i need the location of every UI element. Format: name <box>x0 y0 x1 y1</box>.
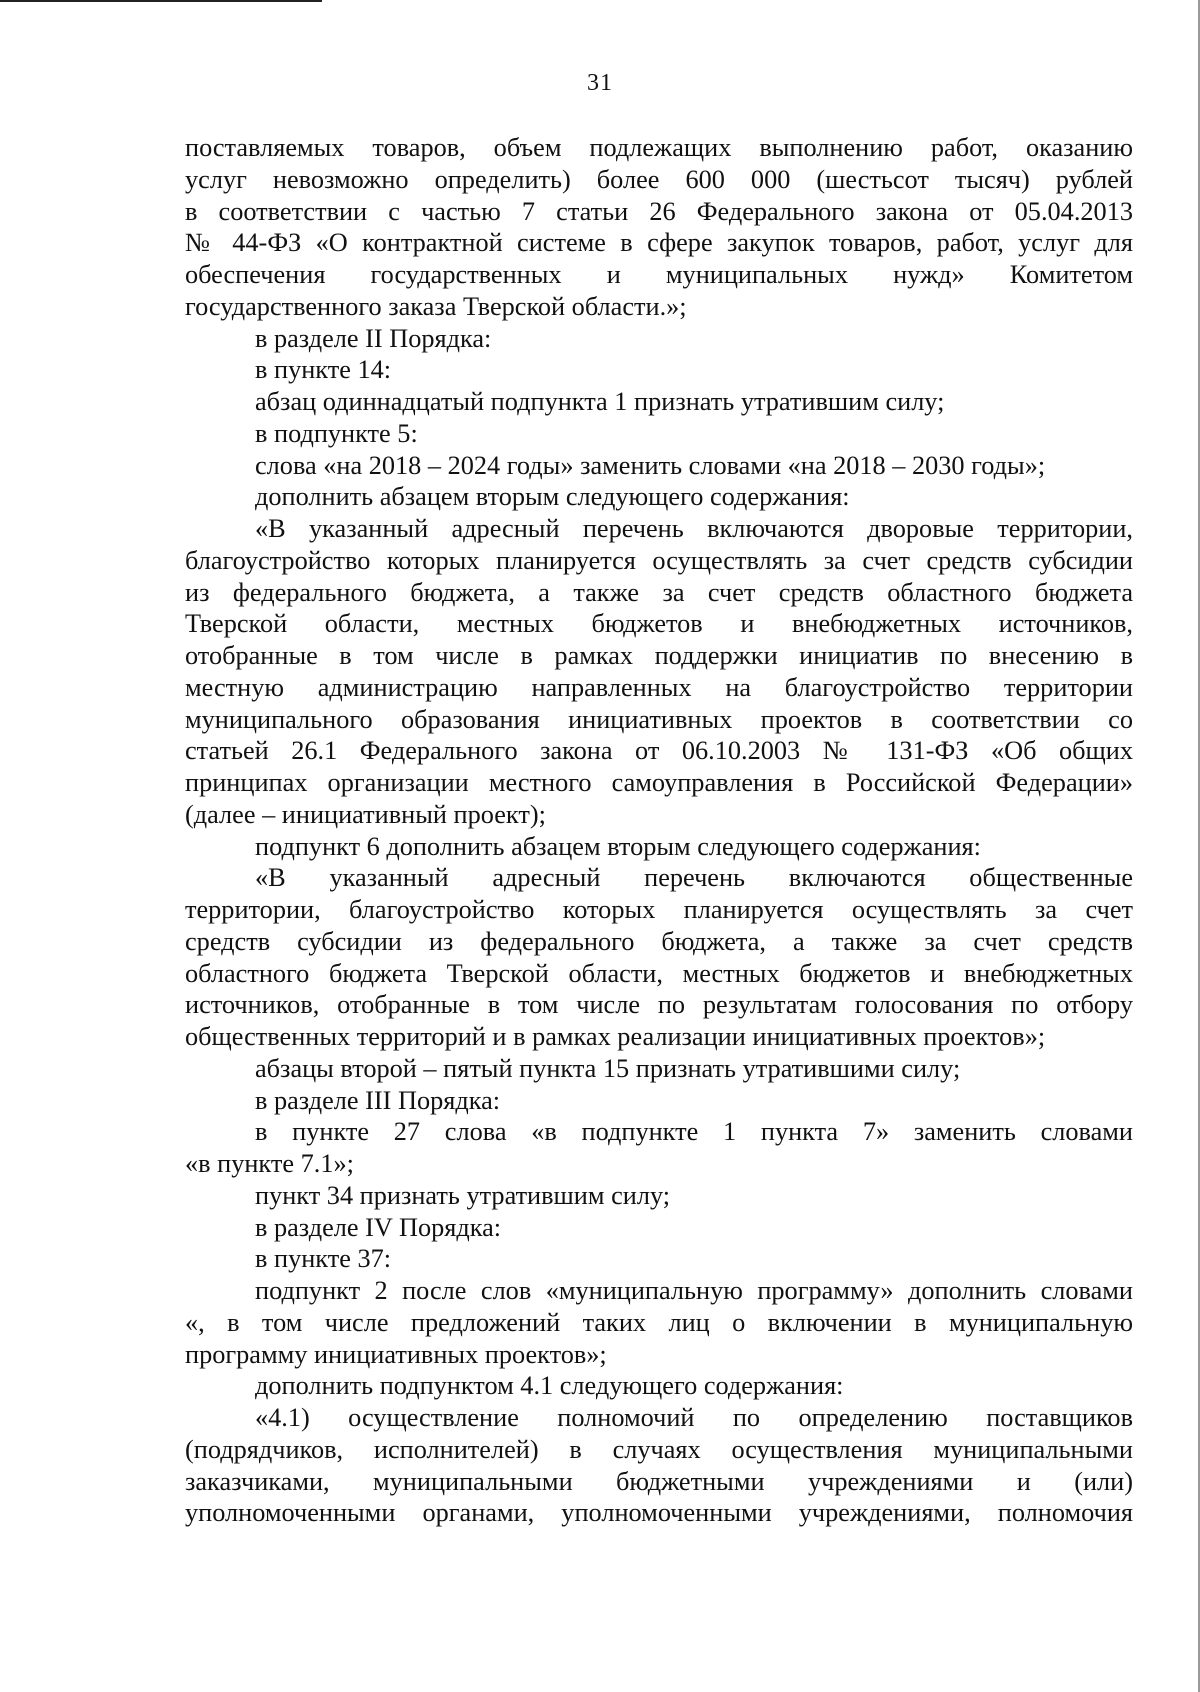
scan-artifact-line <box>0 0 322 2</box>
document-body <box>185 132 1133 1529</box>
text-line: общественных территорий и в рамках реализации инициативных проектов»; <box>185 1022 1046 1051</box>
text-line: услуг невозможно определить) более 600 000 (шестьсот тысяч) рублей <box>185 164 1133 194</box>
text-line: поставляемых товаров, объем подлежащих выполнению работ, оказанию <box>185 133 1133 162</box>
text-line: (далее – инициативный проект); <box>185 799 546 829</box>
text-line: дополнить абзацем вторым следующего содержания: <box>255 482 850 512</box>
text-line: пункт 34 признать утратившим силу; <box>255 1180 671 1210</box>
text-line: программу инициативных проектов»; <box>185 1339 607 1369</box>
text-line: государственного заказа Тверской области.»; <box>185 291 687 321</box>
text-line: муниципального образования инициативных проектов в соответствии со <box>185 704 1133 734</box>
text-line: уполномоченными органами, уполномоченными учреждениями, полномочия <box>185 1498 1133 1528</box>
text-line: «4.1) осуществление полномочий по определению поставщиков <box>255 1403 1133 1432</box>
text-line: в разделе II Порядка: <box>255 323 492 353</box>
text-line: в разделе III Порядка: <box>255 1085 501 1115</box>
text-line: в пункте 14: <box>255 355 392 385</box>
text-line: слова «на 2018 – 2024 годы» заменить словами «на 2018 – 2030 годы»; <box>255 450 1046 480</box>
text-line: принципах организации местного самоуправления в Российской Федерации» <box>185 768 1133 797</box>
text-line: абзацы второй – пятый пункта 15 признать утратившими силу; <box>255 1053 961 1083</box>
text-line: № 44-ФЗ «О контрактной системе в сфере закупок товаров, работ, услуг для <box>185 228 1133 258</box>
text-line: подпункт 6 дополнить абзацем вторым следующего содержания: <box>255 831 981 861</box>
text-line: статьей 26.1 Федерального закона от 06.10.2003 № 131-ФЗ «Об общих <box>185 736 1133 766</box>
text-line: заказчиками, муниципальными бюджетными учреждениями и (или) <box>185 1466 1133 1496</box>
text-line: в подпункте 5: <box>255 418 418 448</box>
text-line: источников, отобранные в том числе по результатам голосования по отбору <box>185 990 1133 1020</box>
text-line: «, в том числе предложений таких лиц о включении в муниципальную <box>185 1307 1133 1337</box>
page-number: 31 <box>587 70 613 96</box>
text-line: обеспечения государственных и муниципальных нужд» Комитетом <box>185 260 1133 289</box>
text-line: «В указанный адресный перечень включаются дворовые территории, <box>255 514 1133 543</box>
text-line: в разделе IV Порядка: <box>255 1212 502 1242</box>
text-line: областного бюджета Тверской области, местных бюджетов и внебюджетных <box>185 958 1133 988</box>
text-line: «в пункте 7.1»; <box>185 1149 354 1178</box>
text-line: благоустройство которых планируется осуществлять за счет средств субсидии <box>185 545 1133 575</box>
text-line: «В указанный адресный перечень включаются общественные <box>255 863 1133 893</box>
text-line: отобранные в том числе в рамках поддержки инициатив по внесению в <box>185 641 1133 670</box>
text-line: из федерального бюджета, а также за счет средств областного бюджета <box>185 577 1133 607</box>
text-line: средств субсидии из федерального бюджета, а также за счет средств <box>185 926 1133 956</box>
text-line: подпункт 2 после слов «муниципальную программу» дополнить словами <box>255 1276 1133 1305</box>
text-line: в пункте 37: <box>255 1244 392 1274</box>
text-line: местную администрацию направленных на благоустройство территории <box>185 672 1133 702</box>
text-line: абзац одиннадцатый подпункта 1 признать утратившим силу; <box>255 387 945 416</box>
text-line: территории, благоустройство которых планируется осуществлять за счет <box>185 895 1133 924</box>
text-line: (подрядчиков, исполнителей) в случаях осуществления муниципальными <box>185 1434 1133 1464</box>
text-line: дополнить подпунктом 4.1 следующего содержания: <box>255 1371 844 1401</box>
text-line: Тверской области, местных бюджетов и внебюджетных источников, <box>185 609 1133 639</box>
text-line: в соответствии с частью 7 статьи 26 Федерального закона от 05.04.2013 <box>185 196 1133 226</box>
text-line: в пункте 27 слова «в подпункте 1 пункта 7» заменить словами <box>255 1117 1133 1147</box>
